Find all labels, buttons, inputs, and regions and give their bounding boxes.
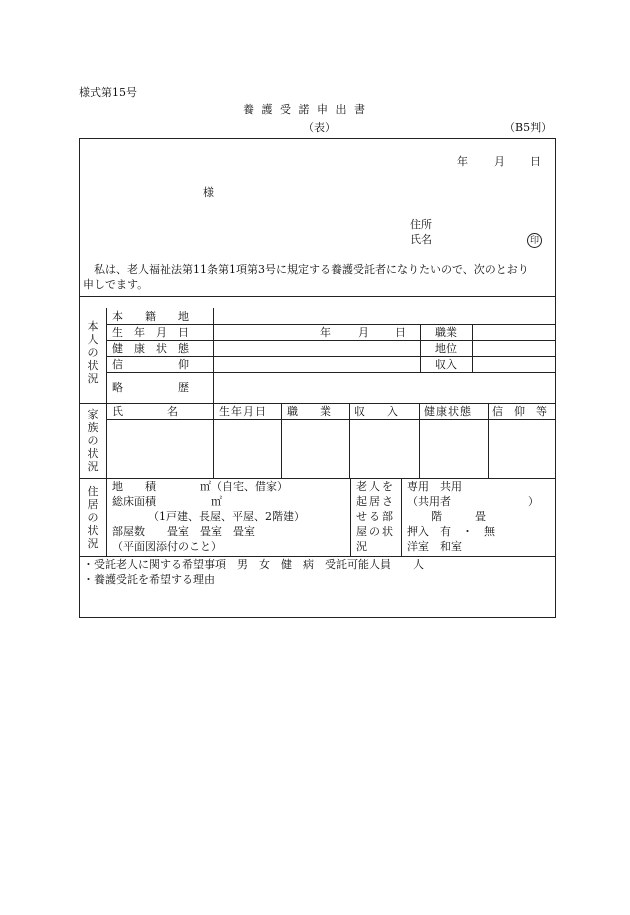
date-year: 年 (457, 155, 468, 168)
self-section-heading: 本 人 の 状 況 (87, 320, 99, 385)
rule-housing-bottom (79, 556, 556, 557)
housing-section-heading: 住 居 の 状 況 (87, 485, 99, 550)
date-day: 日 (530, 155, 541, 168)
date-month: 月 (494, 155, 505, 168)
family-col-religion: 信 仰 等 (492, 405, 547, 418)
page-title: 養 護 受 諾 申 出 書 (243, 103, 367, 116)
elderly-room-label: 況 (356, 540, 367, 553)
rule-family-bottom (79, 478, 556, 479)
elderly-room-label: 起居さ (356, 495, 395, 508)
side-label: （表） (303, 121, 336, 134)
rule (488, 403, 489, 478)
name-label: 氏名 (410, 233, 432, 246)
shared-with: （共用者 ） (407, 495, 539, 508)
seal-mark: 印 (527, 233, 542, 248)
floor-level: 階 畳 (431, 510, 486, 523)
reason: ・養護受託を希望する理由 (83, 573, 215, 586)
land-area: 地 積 ㎡（自宅、借家） (112, 480, 288, 493)
position-label: 地位 (435, 342, 457, 355)
rule (401, 478, 402, 556)
room-usage: 専用 共用 (407, 480, 462, 493)
room-style: 洋室 和室 (407, 540, 462, 553)
elderly-room-label: 老人を (356, 480, 395, 493)
address-label: 住所 (410, 218, 432, 231)
family-col-name: 氏 名 (112, 405, 178, 418)
rule (106, 340, 556, 341)
statement-line-2: 申しでます。 (83, 278, 149, 291)
occupation-label: 職業 (435, 326, 457, 339)
building-types: （1戸建、長屋、平屋、2階建） (148, 510, 305, 523)
rule (106, 356, 556, 357)
rule (213, 308, 214, 478)
income-label: 収入 (435, 358, 457, 371)
religion-label: 信 仰 (112, 358, 189, 371)
rule (106, 372, 556, 373)
domicile-label: 本 籍 地 (112, 310, 189, 323)
family-col-birthdate: 生年月日 (219, 405, 267, 418)
rule-self-bottom (79, 403, 556, 404)
family-section-heading: 家 族 の 状 況 (87, 408, 99, 473)
rule-heading-column (106, 308, 107, 556)
birth-day: 日 (395, 326, 406, 339)
rule (472, 324, 473, 372)
closet: 押入 有 ・ 無 (407, 525, 495, 538)
rule (419, 403, 420, 478)
rule (420, 324, 421, 372)
family-col-occupation: 職 業 (287, 405, 331, 418)
rule-statement-bottom (79, 296, 556, 297)
rule (349, 403, 350, 478)
statement-line-1: 私は、老人福祉法第11条第1項第3号に規定する養護受託者になりたいので、次のとおり (94, 263, 529, 276)
paper-size-label: （B5判） (504, 121, 553, 134)
birth-year: 年 (320, 326, 331, 339)
preferences: ・受託老人に関する希望事項 男 女 健 病 受託可能人員 人 (83, 558, 424, 571)
history-label: 略 歴 (112, 381, 189, 394)
room-count: 部屋数 畳室 畳室 畳室 (112, 525, 255, 538)
form-number: 様式第15号 (79, 86, 137, 99)
rule (106, 324, 556, 325)
rule (350, 478, 351, 556)
family-col-income: 収 入 (354, 405, 398, 418)
floor-plan-note: （平面図添付のこと） (112, 540, 222, 553)
elderly-room-label: 屋の状 (356, 525, 395, 538)
birth-label: 生 年 月 日 (112, 326, 189, 339)
family-col-health: 健康状態 (424, 405, 472, 418)
rule (281, 403, 282, 478)
health-label: 健 康 状 態 (112, 342, 189, 355)
addressee-suffix: 様 (203, 186, 214, 199)
floor-area: 総床面積 ㎡ (112, 495, 222, 508)
birth-month: 月 (358, 326, 369, 339)
elderly-room-label: せる部 (356, 510, 395, 523)
